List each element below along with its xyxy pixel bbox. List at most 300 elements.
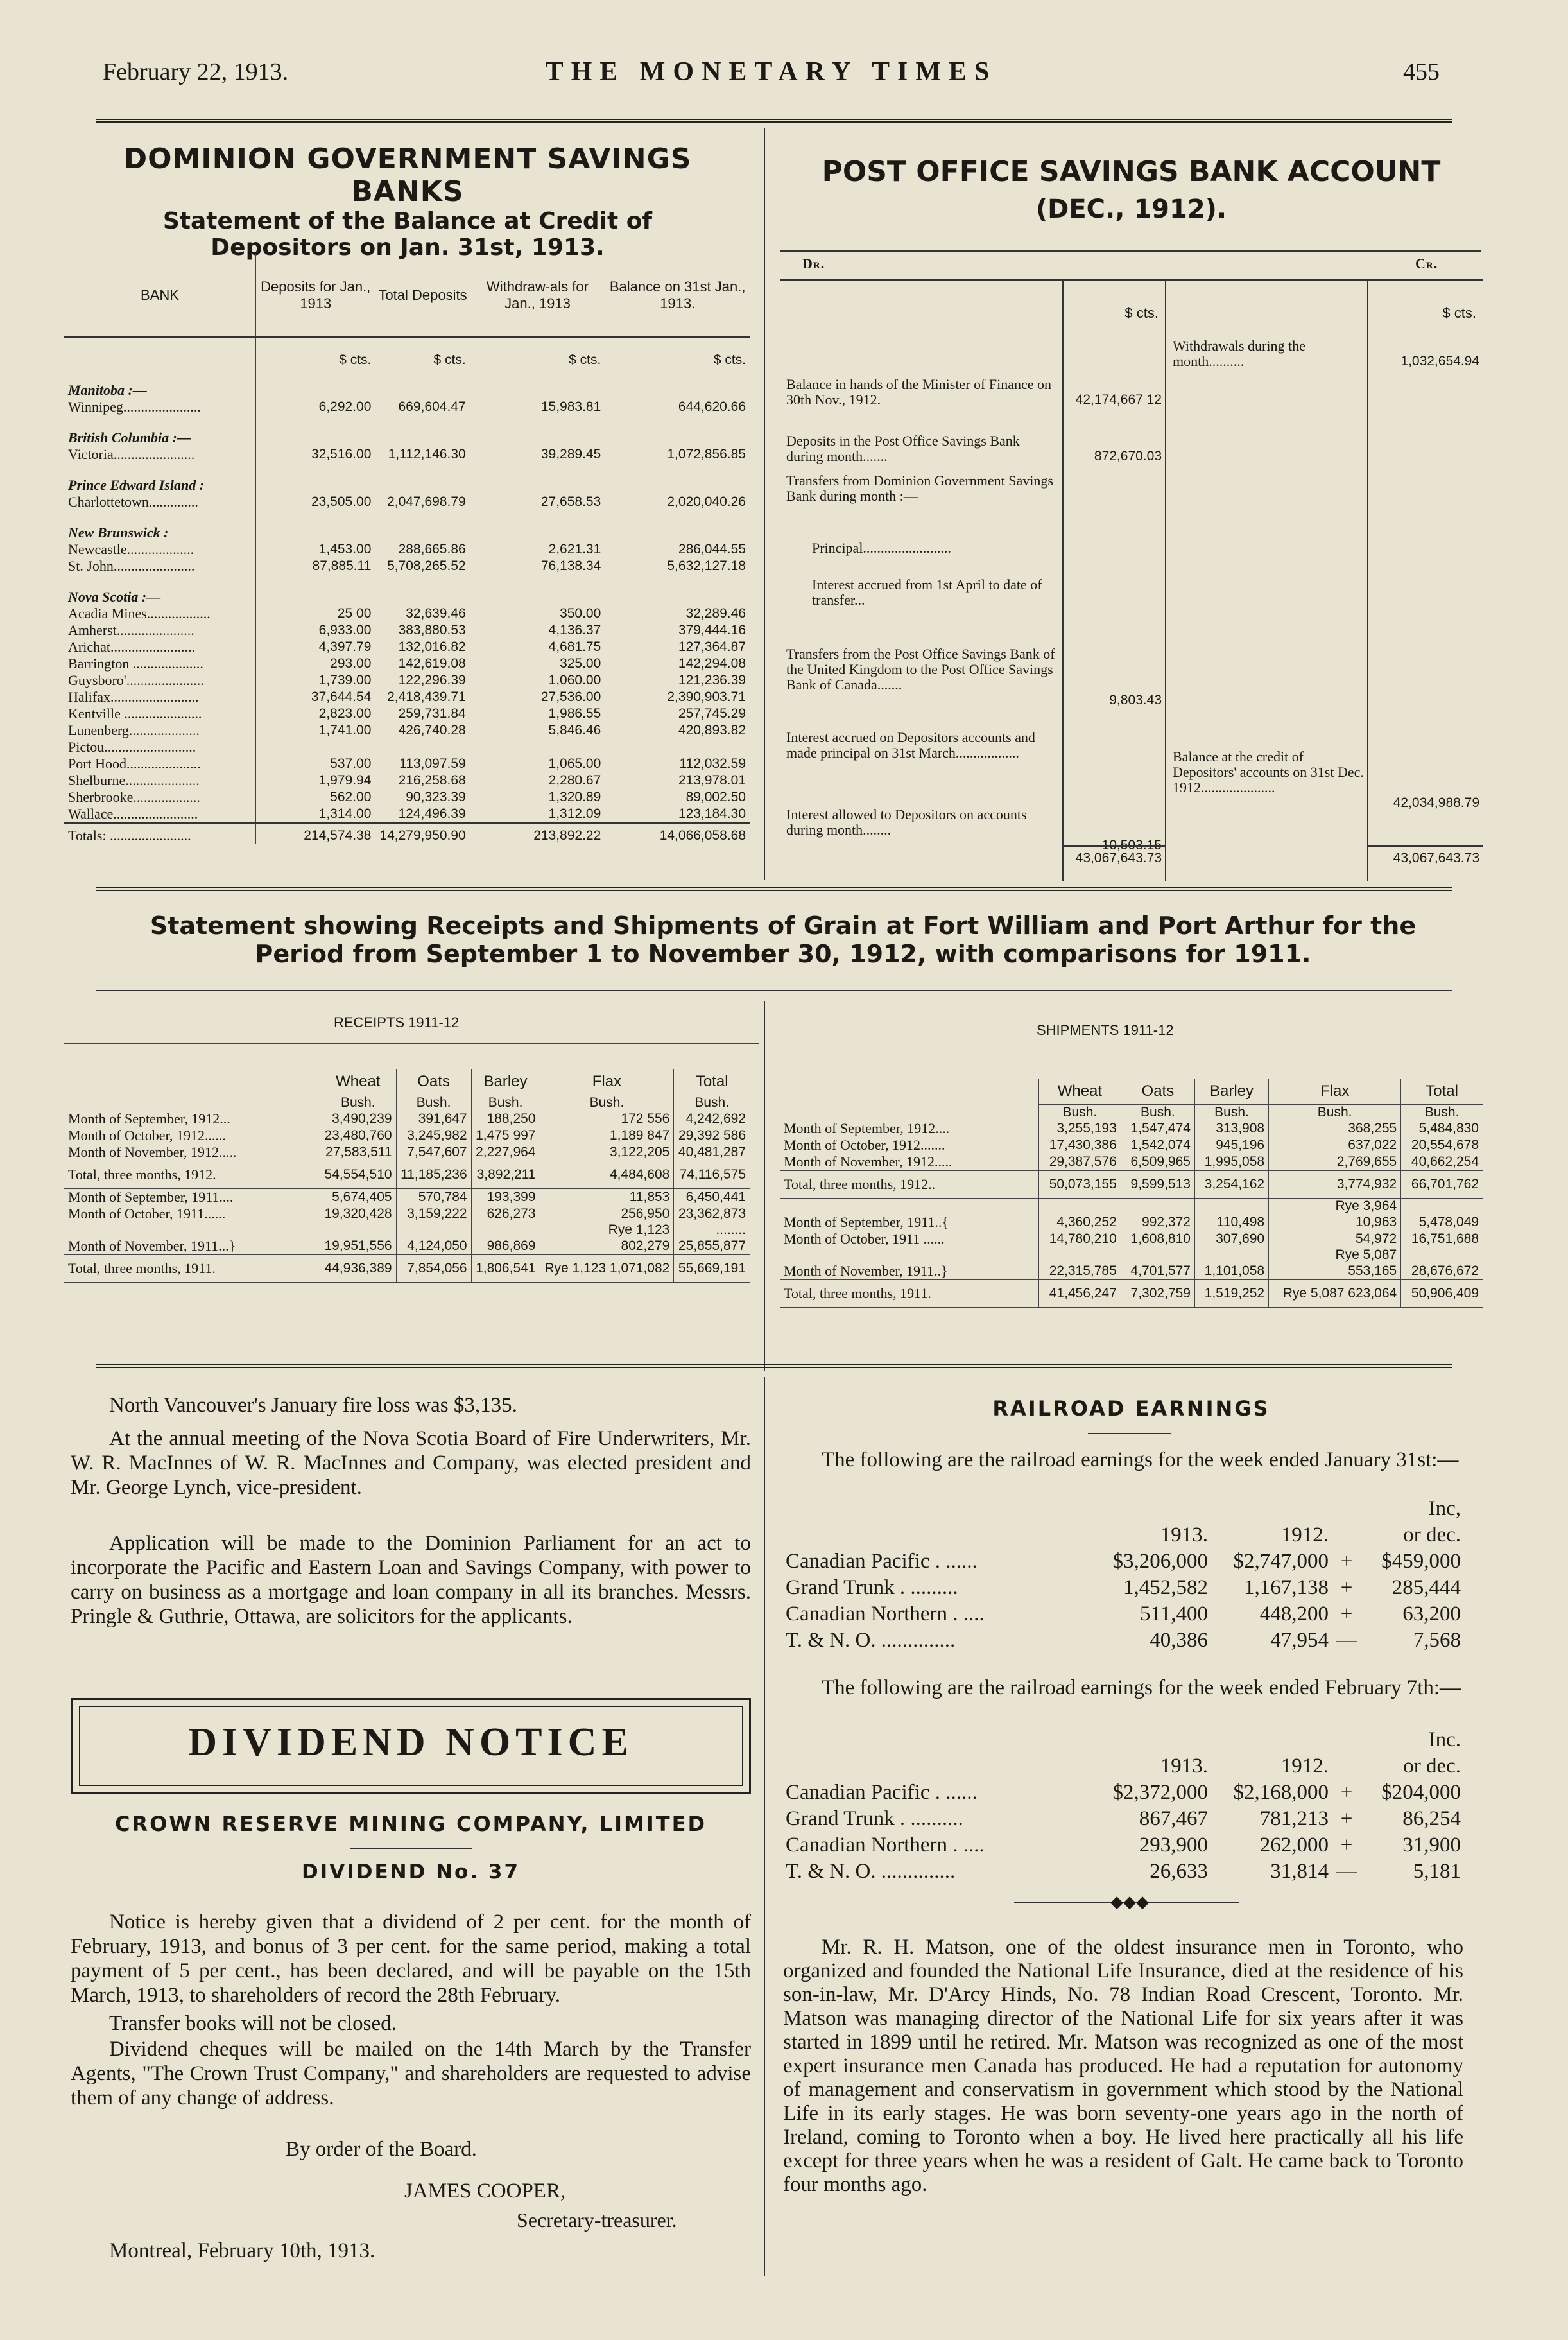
earnings-change: 285,444 (1391, 1576, 1461, 1599)
earnings-y1913: 26,633 (1150, 1860, 1208, 1883)
cell-value: 259,731.84 (375, 706, 470, 722)
cell-value: Rye 5,087 (1269, 1247, 1401, 1263)
cell-value (470, 382, 605, 399)
earnings-road: Canadian Northern . .... (786, 1833, 985, 1857)
table-row (780, 1199, 1483, 1215)
cheques-paragraph: Dividend cheques will be mailed on the 14th March by the Transfer Agents, "The Crown Trust Company," and shareholders are requested to advise them of any change of address. (71, 2038, 751, 2110)
earnings-row (783, 1627, 1463, 1654)
cell-value: 368,255 (1269, 1120, 1401, 1137)
col-barley: Barley (1194, 1079, 1268, 1105)
grain-divider (764, 1001, 765, 1371)
earnings-sign: — (1336, 1860, 1357, 1883)
dr-item-label: Balance in hands of the Minister of Finance on 30th Nov., 1912. (786, 376, 1052, 408)
cell-value (375, 415, 470, 429)
table-row (64, 1206, 750, 1222)
cell-value: 216,258.68 (375, 772, 470, 789)
table-row (780, 1137, 1483, 1154)
cell-value: 1,986.55 (470, 706, 605, 722)
row-label: Total, three months, 1911. (64, 1255, 320, 1283)
table-row (64, 689, 750, 706)
table-row (64, 1111, 750, 1127)
cell-value: 350.00 (470, 605, 605, 622)
cell-value (605, 524, 750, 541)
cell-value: 4,701,577 (1121, 1263, 1194, 1280)
cell-value (605, 463, 750, 477)
dividend-notice-paragraph: Notice is hereby given that a dividend of 2 per cent. for the month of February, 1913, and bonus of 3 per cent. for the same period, making a total payment of 5 per cent., has been declared, and will be payable on the 15th March, 1913, to shareholders of record the 28th February. (71, 1911, 751, 2007)
cell-value: 802,279 (540, 1238, 674, 1255)
cr-label: Cr. (1415, 256, 1438, 272)
cell-value: 87,885.11 (256, 558, 375, 575)
table-row (780, 1263, 1483, 1280)
cell-value (375, 739, 470, 756)
cell-value: 2,418,439.71 (375, 689, 470, 706)
row-label: Month of September, 1912.... (784, 1120, 950, 1136)
bank-name: Wallace........................ (68, 806, 198, 822)
earnings-road: T. & N. O. .............. (786, 1629, 956, 1652)
cell-value: 11,185,236 (396, 1161, 471, 1189)
cell-value: 1,806,541 (471, 1255, 540, 1283)
cell-value: 23,505.00 (256, 494, 375, 510)
cell-value: 20,554,678 (1401, 1137, 1483, 1154)
earnings-y1912: 262,000 (1259, 1833, 1329, 1857)
table-row (780, 1214, 1483, 1231)
cell-value (256, 429, 375, 446)
by-order-text: By order of the Board. (286, 2138, 477, 2161)
cell-value: 32,289.46 (605, 605, 750, 622)
earnings-sign: + (1340, 1550, 1353, 1573)
cell-value (470, 510, 605, 524)
cell-value: 188,250 (471, 1111, 540, 1127)
row-label: Month of November, 1912..... (784, 1154, 952, 1170)
cell-value: 3,255,193 (1039, 1120, 1121, 1137)
row-label: Month of October, 1911...... (68, 1206, 226, 1222)
table-row (64, 1127, 750, 1144)
unit-label: $ cts. (256, 337, 375, 382)
matson-obituary: Mr. R. H. Matson, one of the oldest insurance men in Toronto, who organized and founded the National Life Insurance, died at the residence of his son-in-law, Mr. D'Arcy Hinds, No. 78 Indian Road Crescent, Toronto. Mr. Matson was managing director of the National Life for six years after it was started in 1899 until he retired. Mr. Matson was recognized as one of the most expert insurance men Canada has produced. He had a reputation for autonomy of management and conservatism in government which stood by the National Life in its early stages. He was born seventy-one years ago in the north of Ireland, coming to Toronto when a boy. He lived here practically all his life except for three years when he was a resident of Galt. He came back to Toronto four months ago. (783, 1936, 1463, 2196)
dr-item-label: Principal......................... (812, 540, 951, 556)
total-row (64, 1161, 750, 1189)
cell-value: 3,122,205 (540, 1144, 674, 1161)
earnings-y1912: 31,814 (1270, 1860, 1329, 1883)
cell-value (1039, 1199, 1121, 1215)
cell-value: 426,740.28 (375, 722, 470, 739)
cell-value: 40,662,254 (1401, 1154, 1483, 1171)
cell-value: 945,196 (1194, 1137, 1268, 1154)
cell-value (605, 589, 750, 605)
table-row (64, 706, 750, 722)
row-label (780, 1199, 1039, 1215)
cell-value: 6,509,965 (1121, 1154, 1194, 1171)
column-divider-bottom (764, 1377, 765, 2276)
cell-value: 4,360,252 (1039, 1214, 1121, 1231)
cell-value (256, 510, 375, 524)
col-balance: Balance on 31st Jan., 1913. (605, 254, 750, 337)
cell-value: 3,490,239 (320, 1111, 397, 1127)
table-row (64, 823, 750, 844)
cell-value (470, 739, 605, 756)
table-row (64, 575, 750, 589)
row-label: Total, three months, 1912.. (780, 1171, 1039, 1199)
earnings-road: T. & N. O. .............. (786, 1860, 956, 1883)
cell-value: 257,745.29 (605, 706, 750, 722)
cell-value (375, 463, 470, 477)
dr-item-label: Deposits in the Post Office Savings Bank during month....... (786, 433, 1020, 464)
cell-value: 19,320,428 (320, 1206, 397, 1222)
row-label (64, 1222, 320, 1238)
railroad-intro-2: The following are the railroad earnings for the week ended February 7th:— (822, 1676, 1461, 1699)
earnings-change: 63,200 (1402, 1602, 1461, 1625)
grain-title-2: Period from September 1 to November 30, 1912, with comparisons for 1911. (255, 940, 1311, 968)
cell-value (1121, 1247, 1194, 1263)
cr-item-value: 1,032,654.94 (1400, 354, 1479, 368)
cell-value: 27,658.53 (470, 494, 605, 510)
cell-value: 89,002.50 (605, 789, 750, 806)
unit-label: $ cts. (605, 337, 750, 382)
table-row (64, 672, 750, 689)
col-total: Total (674, 1069, 750, 1095)
cell-value: 7,547,607 (396, 1144, 471, 1161)
table-row (780, 1231, 1483, 1247)
cell-value (256, 575, 375, 589)
row-label: Month of November, 1911..} (784, 1263, 948, 1279)
cell-value: 39,289.45 (470, 446, 605, 463)
table-row (64, 415, 750, 429)
cell-value: 637,022 (1269, 1137, 1401, 1154)
cell-value: 1,101,058 (1194, 1263, 1268, 1280)
cell-value (256, 739, 375, 756)
cell-value (1401, 1247, 1483, 1263)
grain-title-1: Statement showing Receipts and Shipments of Grain at Fort William and Port Arthur for the (150, 912, 1417, 940)
cell-value: 570,784 (396, 1189, 471, 1206)
row-label: Month of October, 1911 ...... (784, 1231, 945, 1247)
table-row (64, 772, 750, 789)
cell-value (605, 739, 750, 756)
cell-value (470, 589, 605, 605)
cell-value: 10,963 (1269, 1214, 1401, 1231)
cell-value: 3,254,162 (1194, 1171, 1268, 1199)
cell-value (605, 415, 750, 429)
cell-value: 4,242,692 (674, 1111, 750, 1127)
earnings-week2: Inc. 1913. 1912. or dec. Canadian Pacific . ...... $2,372,000 $2,168,000 + $204,000 Grand Trunk . .......... 867,467 781,213 + 86,254 Canadian Northern . .... 293,900 262,000 + 31,900 T. & N. O. .............. 26,633 31,814 — 5,181 (783, 1727, 1463, 1885)
dr-item-label: Interest allowed to Depositors on accounts during month........ (786, 806, 1027, 838)
issue-date: February 22, 1913. (103, 58, 289, 85)
cr-unit: $ cts. (1442, 305, 1476, 321)
cell-value: 2,227,964 (471, 1144, 540, 1161)
cell-value: 1,979.94 (256, 772, 375, 789)
bank-name: Shelburne..................... (68, 772, 200, 788)
table-row (780, 1120, 1483, 1137)
earnings-y1913: 1,452,582 (1123, 1576, 1208, 1599)
cell-value (605, 477, 750, 494)
bank-name: Totals: ....................... (64, 823, 256, 844)
cell-value: 644,620.66 (605, 399, 750, 415)
dr-item-value: 10,503.15 (1101, 838, 1162, 853)
cell-value: 1,475 997 (471, 1127, 540, 1144)
cell-value (375, 382, 470, 399)
posb-top-rule (780, 250, 1481, 252)
cr-item-label: Balance at the credit of Depositors' accounts on 31st Dec. 1912..................... (1173, 749, 1364, 795)
cell-value: 383,880.53 (375, 622, 470, 639)
col-wheat: Wheat (1039, 1079, 1121, 1105)
cell-value: 41,456,247 (1039, 1280, 1121, 1308)
grain-title-block (64, 912, 1502, 968)
cell-value: 4,681.75 (470, 639, 605, 655)
cell-value (375, 589, 470, 605)
earnings-y1913: $3,206,000 (1112, 1550, 1208, 1573)
cell-value: 32,516.00 (256, 446, 375, 463)
cell-value: 553,165 (1269, 1263, 1401, 1280)
earnings-sign: + (1340, 1833, 1353, 1857)
cell-value: 1,065.00 (470, 756, 605, 772)
cell-value: 113,097.59 (375, 756, 470, 772)
cell-value (256, 589, 375, 605)
mid-rule (96, 887, 1452, 891)
earnings-change: 86,254 (1402, 1807, 1461, 1830)
cell-value: 213,978.01 (605, 772, 750, 789)
cell-value: 1,320.89 (470, 789, 605, 806)
cell-value: 2,823.00 (256, 706, 375, 722)
total-row (64, 1255, 750, 1283)
earnings-y1912: $2,747,000 (1233, 1550, 1329, 1573)
cell-value: 5,708,265.52 (375, 558, 470, 575)
dr-item-value: 9,803.43 (1109, 693, 1162, 707)
cell-value: 379,444.16 (605, 622, 750, 639)
cell-value: 5,478,049 (1401, 1214, 1483, 1231)
col-bank: BANK (64, 254, 256, 337)
table-row (780, 1247, 1483, 1263)
cell-value: 1,072,856.85 (605, 446, 750, 463)
cell-value (256, 463, 375, 477)
row-label: Month of September, 1912... (68, 1111, 230, 1127)
cell-value: 286,044.55 (605, 541, 750, 558)
row-label: Month of October, 1912...... (68, 1127, 226, 1143)
railroad-intro-1: The following are the railroad earnings for the week ended January 31st:— (822, 1448, 1459, 1471)
cell-value: 66,701,762 (1401, 1171, 1483, 1199)
cell-value: 2,621.31 (470, 541, 605, 558)
dgsb-title-block (64, 143, 751, 261)
bank-name: Pictou.......................... (68, 739, 196, 755)
earnings-change: $204,000 (1381, 1781, 1461, 1804)
cell-value (1401, 1199, 1483, 1215)
lower-rule (96, 1364, 1452, 1368)
cell-value: 420,893.82 (605, 722, 750, 739)
cell-value: 54,554,510 (320, 1161, 397, 1189)
cr-item-value: 42,034,988.79 (1393, 795, 1479, 810)
earnings-road: Canadian Pacific . ...... (786, 1781, 978, 1804)
cell-value: 142,619.08 (375, 655, 470, 672)
cell-value: 40,481,287 (674, 1144, 750, 1161)
cell-value: 5,484,830 (1401, 1120, 1483, 1137)
table-row (64, 399, 750, 415)
total-row (780, 1171, 1483, 1199)
cell-value (375, 510, 470, 524)
cell-value: 1,542,074 (1121, 1137, 1194, 1154)
col-total: Total (1401, 1079, 1483, 1105)
cell-value: 11,853 (540, 1189, 674, 1206)
table-row (64, 756, 750, 772)
bank-name: Acadia Mines.................. (68, 605, 211, 621)
cell-value (605, 382, 750, 399)
cell-value: 1,739.00 (256, 672, 375, 689)
posb-account (780, 279, 1483, 881)
ornament-icon: ◆◆◆ (1110, 1893, 1149, 1911)
cell-value: 3,159,222 (396, 1206, 471, 1222)
dr-item-label: Transfers from the Post Office Savings Bank of the United Kingdom to the Post Office Savings Bank of Canada....... (786, 646, 1055, 693)
cell-value: 1,060.00 (470, 672, 605, 689)
cell-value: 17,430,386 (1039, 1137, 1121, 1154)
cell-value: 3,774,932 (1269, 1171, 1401, 1199)
bank-name: Barrington .................... (68, 655, 203, 672)
place-date: Montreal, February 10th, 1913. (109, 2239, 375, 2262)
earnings-y1913: 40,386 (1150, 1629, 1208, 1652)
cell-value: 1,995,058 (1194, 1154, 1268, 1171)
page-number: 455 (1403, 58, 1440, 85)
dgsb-table (64, 254, 750, 844)
cell-value: 7,854,056 (396, 1255, 471, 1283)
row-label: Month of September, 1911.... (68, 1189, 234, 1205)
bank-name: Winnipeg...................... (68, 399, 201, 415)
earnings-sign: + (1340, 1602, 1353, 1625)
col-barley: Barley (471, 1069, 540, 1095)
cell-value: 5,632,127.18 (605, 558, 750, 575)
earnings-road: Grand Trunk . ......... (786, 1576, 958, 1599)
shipments-title: SHIPMENTS 1911-12 (1037, 1022, 1174, 1038)
dividend-number: DIVIDEND No. 37 (301, 1860, 521, 1884)
cell-value: 29,392 586 (674, 1127, 750, 1144)
cell-value (470, 415, 605, 429)
cell-value: 3,245,982 (396, 1127, 471, 1144)
cell-value: 2,390,903.71 (605, 689, 750, 706)
cell-value: 142,294.08 (605, 655, 750, 672)
cell-value (320, 1222, 397, 1238)
application-paragraph: Application will be made to the Dominion Parliament for an act to incorporate the Pacific and Eastern Loan and Savings Company, with power to carry on business as a mortgage and loan company in all its branches. Messrs. Pringle & Guthrie, Ottawa, are solicitors for the applicants. (71, 1532, 751, 1628)
cell-value: 74,116,575 (674, 1161, 750, 1189)
cell-value: 37,644.54 (256, 689, 375, 706)
earnings-change: 5,181 (1413, 1860, 1461, 1883)
row-label: Total, three months, 1912. (64, 1161, 320, 1189)
dividend-notice-box (71, 1698, 751, 1794)
bank-name: New Brunswick : (68, 524, 169, 541)
page-header (103, 45, 1440, 96)
cell-value: 1,312.09 (470, 806, 605, 823)
cell-value: 9,599,513 (1121, 1171, 1194, 1199)
earnings-change: $459,000 (1381, 1550, 1461, 1573)
bank-name: Nova Scotia :— (68, 589, 161, 605)
earnings-y1912: 448,200 (1259, 1602, 1329, 1625)
cell-value: 4,484,608 (540, 1161, 674, 1189)
cell-value: 2,020,040.26 (605, 494, 750, 510)
cell-value: 6,933.00 (256, 622, 375, 639)
table-row (64, 722, 750, 739)
earnings-y1912: 781,213 (1259, 1807, 1329, 1830)
cell-value (470, 429, 605, 446)
cell-value (1121, 1199, 1194, 1215)
earnings-y1912: $2,168,000 (1233, 1781, 1329, 1804)
earnings-road: Grand Trunk . .......... (786, 1807, 963, 1830)
table-row (64, 605, 750, 622)
cell-value (1039, 1247, 1121, 1263)
cell-value: 29,387,576 (1039, 1154, 1121, 1171)
bank-name: British Columbia :— (68, 429, 191, 446)
col-flax: Flax (540, 1069, 674, 1095)
total-row (780, 1280, 1483, 1308)
dr-item-label: Interest accrued from 1st April to date of transfer... (812, 576, 1042, 608)
row-label: Month of November, 1912..... (68, 1144, 237, 1160)
cell-value: 172 556 (540, 1111, 674, 1127)
table-row (64, 463, 750, 477)
cell-value: ........ (674, 1222, 750, 1238)
transfer-books-paragraph: Transfer books will not be closed. (109, 2012, 397, 2035)
table-row (64, 806, 750, 823)
cell-value (375, 575, 470, 589)
table-row (64, 1144, 750, 1161)
row-label (780, 1247, 1039, 1263)
cell-value: 4,397.79 (256, 639, 375, 655)
posb-title-block (780, 155, 1483, 224)
province-row (64, 589, 750, 605)
table-row (64, 558, 750, 575)
cell-value: 27,583,511 (320, 1144, 397, 1161)
earnings-row (783, 1832, 1463, 1859)
earnings-week1: Inc, 1913. 1912. or dec. Canadian Pacific . ...... $3,206,000 $2,747,000 + $459,000 Grand Trunk . ......... 1,452,582 1,167,138 + 285,444 Canadian Northern . .... 511,400 448,200 + 63,200 T. & N. O. .............. 40,386 47,954 — 7,568 (783, 1496, 1463, 1654)
cell-value (256, 382, 375, 399)
cell-value: 214,574.38 (256, 823, 375, 844)
table-row (64, 739, 750, 756)
cell-value: 28,676,672 (1401, 1263, 1483, 1280)
table-row (64, 510, 750, 524)
table-row (64, 494, 750, 510)
earnings-sign: — (1336, 1629, 1357, 1652)
cell-value: 32,639.46 (375, 605, 470, 622)
province-row (64, 477, 750, 494)
bank-name (64, 415, 256, 429)
cell-value: 307,690 (1194, 1231, 1268, 1247)
bank-name: Victoria....................... (68, 446, 195, 462)
cell-value: Rye 1,123 (540, 1222, 674, 1238)
cell-value: 14,066,058.68 (605, 823, 750, 844)
cell-value: 76,138.34 (470, 558, 605, 575)
posb-subtitle: (DEC., 1912). (1035, 195, 1227, 224)
bank-name: Newcastle................... (68, 541, 194, 557)
cell-value: 5,674,405 (320, 1189, 397, 1206)
cell-value: 122,296.39 (375, 672, 470, 689)
earnings-y1912: 47,954 (1270, 1629, 1329, 1652)
cell-value: 4,136.37 (470, 622, 605, 639)
bank-name: Port Hood..................... (68, 756, 201, 772)
bank-name: Charlottetown.............. (68, 494, 198, 510)
cell-value: 537.00 (256, 756, 375, 772)
earnings-sign: + (1340, 1781, 1353, 1804)
col-total-deposits: Total Deposits (375, 254, 470, 337)
province-row (64, 382, 750, 399)
cell-value (256, 477, 375, 494)
cell-value: 293.00 (256, 655, 375, 672)
receipts-table: Wheat Oats Barley Flax Total Bush. Bush. Bush. Bush. Bush. Month of September, 1912... 3,490,239 391,647 188,250 172 556 4,242,692 Month of October, 1912...... 23,480,760 3,245,982 1,475 997 1,189 847 29,392 586 Month of November, 1912..... 27,583,511 7,547,607 2,227,964 3,122,205 40,481,287 Total, three months, 1912. 54,554,510 11,185,236 3,892,211 4,484,608 74,116,575 Month of September, 1911.... 5,674,405 570,784 193,399 11,853 6,450,441 Month of October, 1911...... 19,320,428 3,159,222 626,273 256,950 23,362,873 Rye 1,123 ........ Month of November, 1911...} 19,951,556 4,124,050 986,869 802,279 25,855,877 Total, three months, 1911. 44,936,389 7,854,056 1,806,541 Rye 1,123 1,071,082 55,669,191 (64, 1069, 750, 1283)
railroad-title: RAILROAD EARNINGS (992, 1396, 1270, 1421)
shipments-table: Wheat Oats Barley Flax Total Bush. Bush. Bush. Bush. Bush. Month of September, 1912.... 3,255,193 1,547,474 313,908 368,255 5,484,830 Month of October, 1912....... 17,430,386 1,542,074 945,196 637,022 20,554,678 Month of November, 1912..... 29,387,576 6,509,965 1,995,058 2,769,655 40,662,254 Total, three months, 1912.. 50,073,155 9,599,513 3,254,162 3,774,932 66,701,762 Rye 3,964 Month of September, 1911..{ 4,360,252 992,372 110,498 10,963 5,478,049 Month of October, 1911 ...... 14,780,210 1,608,810 307,690 54,972 16,751,688 Rye 5,087 Month of November, 1911..} 22,315,785 4,701,577 1,101,058 553,165 28,676,672 Total, three months, 1911. 41,456,247 7,302,759 1,519,252 Rye 5,087 623,064 50,906,409 (780, 1079, 1483, 1308)
table-row (64, 541, 750, 558)
earnings-y1913: 867,467 (1139, 1807, 1208, 1830)
cell-value: Rye 3,964 (1269, 1199, 1401, 1215)
dr-item-value: 42,174,667 12 (1075, 392, 1162, 407)
publication-name: THE MONETARY TIMES (545, 57, 997, 87)
column-divider-top (764, 128, 765, 880)
cell-value: 1,112,146.30 (375, 446, 470, 463)
bank-name: Amherst...................... (68, 622, 194, 638)
row-label: Month of November, 1911...} (68, 1238, 236, 1254)
cell-value (470, 463, 605, 477)
bank-name: Manitoba :— (68, 382, 147, 398)
